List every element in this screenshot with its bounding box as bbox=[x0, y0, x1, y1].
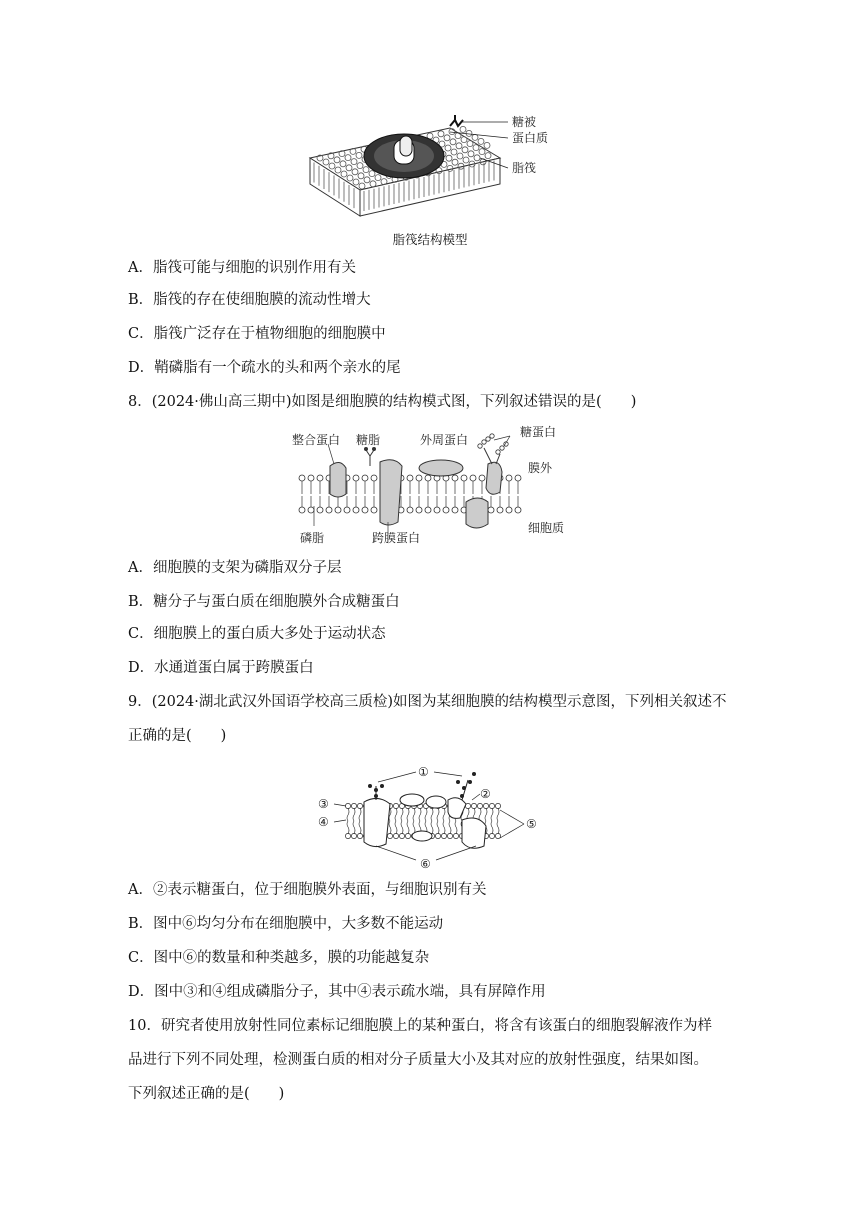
q8-stem: 8．(2024·佛山高三期中)如图是细胞膜的结构模式图，下列叙述错误的是( ) bbox=[128, 394, 637, 410]
q8-option-a: A．细胞膜的支架为磷脂双分子层 bbox=[128, 560, 342, 576]
label-circle-1: ① bbox=[418, 765, 429, 779]
figure1-caption: 脂筏结构模型 bbox=[392, 232, 468, 247]
label-circle-3: ③ bbox=[318, 797, 329, 811]
q8-option-b: B．糖分子与蛋白质在细胞膜外合成糖蛋白 bbox=[128, 594, 400, 610]
label-glycocalyx: 糖被 bbox=[512, 115, 537, 129]
membrane-diagram bbox=[288, 422, 588, 550]
membrane-model-diagram bbox=[312, 760, 552, 872]
q9-stem-line2: 正确的是( ) bbox=[128, 728, 227, 744]
label-circle-4: ④ bbox=[318, 815, 329, 829]
q7-option-b: B．脂筏的存在使细胞膜的流动性增大 bbox=[128, 292, 371, 308]
q7-option-a: A．脂筏可能与细胞的识别作用有关 bbox=[128, 260, 356, 276]
label-glycoprotein: 糖蛋白 bbox=[520, 425, 557, 439]
membrane-model-figure bbox=[312, 760, 552, 872]
label-phospholipid: 磷脂 bbox=[300, 531, 325, 545]
q7-option-d: D．鞘磷脂有一个疏水的头和两个亲水的尾 bbox=[128, 360, 401, 376]
label-circle-5: ⑤ bbox=[526, 817, 537, 831]
lipid-raft-figure bbox=[300, 108, 560, 248]
q8-option-c: C．细胞膜上的蛋白质大多处于运动状态 bbox=[128, 626, 386, 642]
label-peripheral-protein: 外周蛋白 bbox=[420, 433, 469, 447]
label-lipid-raft: 脂筏 bbox=[512, 161, 537, 175]
lipid-raft-diagram bbox=[300, 108, 560, 248]
label-circle-2: ② bbox=[480, 787, 491, 801]
label-protein: 蛋白质 bbox=[512, 131, 549, 145]
membrane-structure-figure bbox=[288, 422, 588, 550]
label-outside-membrane: 膜外 bbox=[528, 461, 553, 475]
q9-option-c: C．图中⑥的数量和种类越多，膜的功能越复杂 bbox=[128, 950, 430, 966]
q9-option-b: B．图中⑥均匀分布在细胞膜中，大多数不能运动 bbox=[128, 916, 444, 932]
q10-stem-line3: 下列叙述正确的是( ) bbox=[128, 1086, 285, 1102]
label-cytoplasm: 细胞质 bbox=[528, 521, 565, 535]
q9-option-d: D．图中③和④组成磷脂分子，其中④表示疏水端，具有屏障作用 bbox=[128, 984, 546, 1000]
q9-option-a: A．②表示糖蛋白，位于细胞膜外表面，与细胞识别有关 bbox=[128, 882, 487, 898]
q10-stem-line1: 10．研究者使用放射性同位素标记细胞膜上的某种蛋白，将含有该蛋白的细胞裂解液作为样 bbox=[128, 1018, 712, 1034]
label-glycolipid: 糖脂 bbox=[356, 433, 381, 447]
q9-stem-line1: 9．(2024·湖北武汉外国语学校高三质检)如图为某细胞膜的结构模型示意图，下列相关叙述不 bbox=[128, 694, 727, 710]
q7-option-c: C．脂筏广泛存在于植物细胞的细胞膜中 bbox=[128, 326, 386, 342]
label-circle-6: ⑥ bbox=[420, 857, 431, 871]
label-integral-protein: 整合蛋白 bbox=[292, 433, 341, 447]
label-transmembrane-protein: 跨膜蛋白 bbox=[372, 531, 421, 545]
q8-option-d: D．水通道蛋白属于跨膜蛋白 bbox=[128, 660, 314, 676]
q10-stem-line2: 品进行下列不同处理，检测蛋白质的相对分子质量大小及其对应的放射性强度，结果如图。 bbox=[128, 1052, 708, 1068]
